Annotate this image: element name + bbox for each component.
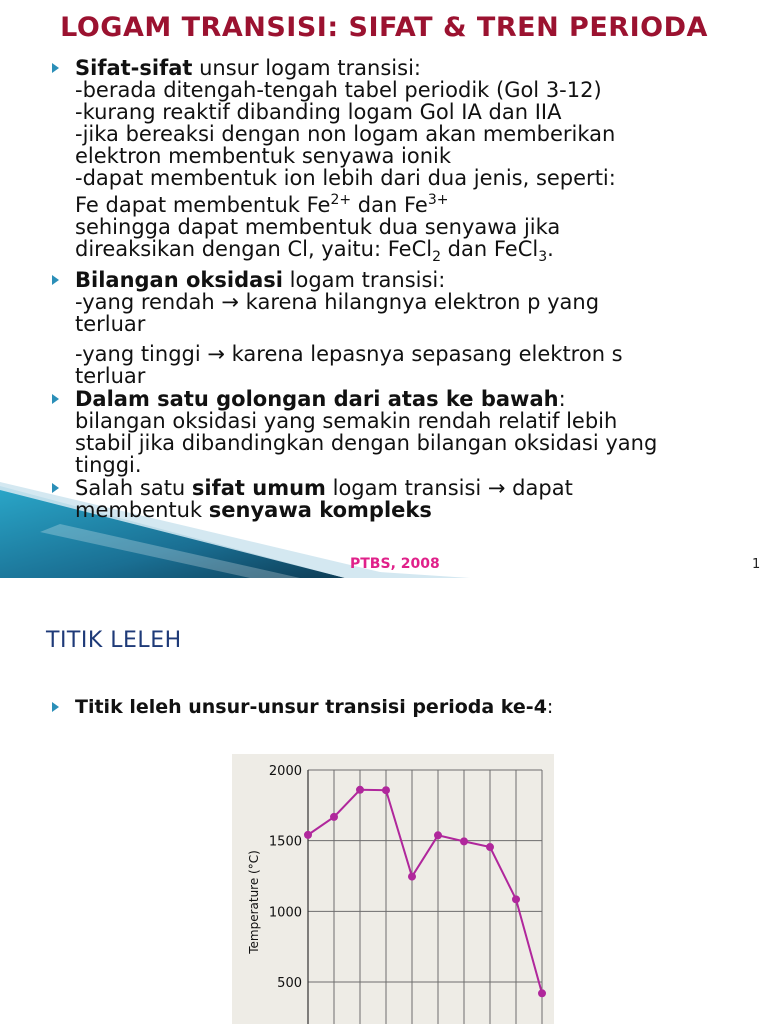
y-tick-label: 500 (277, 976, 302, 991)
data-point (408, 873, 416, 881)
y-tick-label: 2000 (268, 764, 302, 779)
text-line: tinggi. (75, 453, 142, 478)
bullet-heading: Bilangan oksidasi (75, 268, 283, 293)
footer-text: PTBS, 2008 (350, 556, 440, 572)
bullet-golongan (52, 388, 752, 476)
melting-point-chart (232, 754, 554, 1024)
data-point (434, 831, 442, 839)
data-point (382, 786, 390, 794)
text-line: -jika bereaksi dengan non logam akan memberikan (75, 122, 616, 146)
bullet-sifat (52, 57, 752, 268)
y-tick-label: 1000 (268, 905, 302, 921)
emphasis-text: senyawa kompleks (208, 498, 432, 523)
text-line-fecl: direaksikan dengan Cl, yaitu: FeCl$_2$ dan FeCl$_3$. (75, 237, 554, 266)
series-line (308, 790, 542, 994)
chart-svg (232, 754, 554, 1024)
bullet-heading-rest: unsur logam transisi: (192, 56, 421, 80)
y-axis (269, 764, 302, 991)
bullet-heading: Sifat-sifat (75, 56, 193, 80)
slide-title: TITIK LELEH (46, 628, 182, 653)
slide-content (52, 57, 752, 522)
text-line: stabil jika dibandingkan dengan bilangan oksidasi yang (75, 431, 658, 456)
text-line: sehingga dapat membentuk dua senyawa jika (75, 215, 561, 239)
page-number: 1 (752, 557, 761, 572)
bullet-heading: Dalam satu golongan dari atas ke bawah (75, 387, 559, 412)
text-line: terluar (75, 364, 146, 389)
slide-2 (0, 578, 768, 1024)
y-tick-label: 1500 (268, 834, 302, 850)
bullet-arrow-icon (52, 275, 59, 285)
bullet-arrow-icon (52, 63, 59, 73)
bullet-heading-rest: : (558, 387, 566, 412)
chart-series (304, 786, 546, 998)
text-line: -yang tinggi → karena lepasnya sepasang elektron s (75, 342, 623, 367)
bullet-heading-rest: logam transisi: (282, 268, 446, 293)
bullet-arrow-icon (52, 702, 59, 712)
y-axis-label: Temperature (°C) (247, 850, 261, 954)
data-point (304, 831, 312, 839)
data-point (330, 813, 338, 821)
bullet-sifat-umum: Salah satu sifat umum logam transisi → dapat membentuk senyawa kompleks (52, 477, 752, 521)
text-line: elektron membentuk senyawa ionik (75, 144, 452, 168)
data-point (356, 786, 364, 794)
text-line-fe-ions: Fe dapat membentuk $Fe^{2+}$ dan $Fe^{3+}$ (75, 192, 449, 217)
text-line: -yang rendah → karena hilangnya elektron p yang (75, 290, 600, 315)
bullet-titik-leleh: Titik leleh unsur-unsur transisi perioda ke-4: (52, 696, 553, 718)
text-line: -dapat membentuk ion lebih dari dua jenis, seperti: (75, 166, 616, 190)
data-point (512, 895, 520, 903)
text-line: terluar (75, 312, 146, 337)
data-point (460, 837, 468, 845)
bullet-bilangan-oksidasi (52, 269, 752, 387)
slide-title: LOGAM TRANSISI: SIFAT & TREN PERIODA (60, 12, 708, 43)
bullet-text: Titik leleh unsur-unsur transisi perioda ke-4 (75, 696, 547, 718)
data-point (538, 989, 546, 997)
emphasis-text: sifat umum (191, 476, 326, 501)
bullet-arrow-icon (52, 394, 59, 404)
text-line: bilangan oksidasi yang semakin rendah relatif lebih (75, 409, 618, 434)
text-line: -kurang reaktif dibanding logam Gol IA dan IIA (75, 100, 562, 124)
data-point (486, 843, 494, 851)
text-line: -berada ditengah-tengah tabel periodik (Gol 3-12) (75, 78, 602, 102)
